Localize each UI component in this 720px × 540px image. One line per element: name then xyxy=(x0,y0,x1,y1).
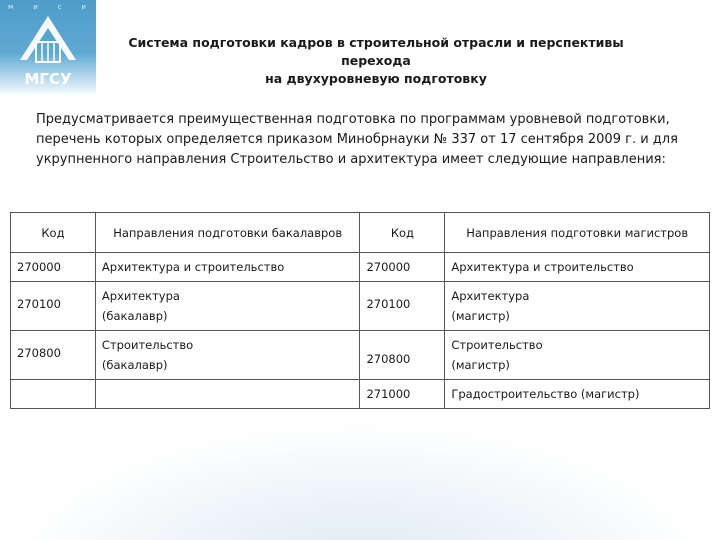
direction-cell xyxy=(445,282,710,331)
code-cell: 271000 xyxy=(360,380,445,409)
table-row xyxy=(11,253,710,282)
title-line: Система подготовки кадров в строительной отрасли и перспективы перехода xyxy=(128,35,624,68)
table-row xyxy=(11,380,710,409)
logo-letters xyxy=(8,3,88,11)
code-cell: 270100 xyxy=(360,282,445,331)
directions-table xyxy=(10,212,710,409)
header-code-master: Код xyxy=(360,213,445,253)
direction-text: Градостроительство (магистр) xyxy=(451,387,640,401)
direction-cell xyxy=(95,331,360,380)
direction-cell xyxy=(95,253,360,282)
direction-cell xyxy=(95,380,360,409)
direction-cell xyxy=(95,282,360,331)
direction-text: (магистр) xyxy=(451,358,510,372)
header-master-directions: Направления подготовки магистров xyxy=(445,213,710,253)
intro-line: перечень которых определяется приказом Минобрнауки № 337 от 17 сентября 2009 г. и для xyxy=(36,132,678,147)
direction-text: Архитектура и строительство xyxy=(101,260,285,274)
logo-letter: м xyxy=(8,3,16,11)
direction-text: Архитектура и строительство xyxy=(451,260,634,274)
direction-text: (бакалавр) xyxy=(101,309,168,323)
direction-cell xyxy=(445,331,710,380)
direction-text: Архитектура xyxy=(451,289,530,303)
direction-text: (магистр) xyxy=(451,309,510,323)
direction-text: Строительство xyxy=(451,338,543,352)
code-cell: 270100 xyxy=(11,282,96,331)
logo-letter: и xyxy=(33,3,40,11)
intro-paragraph xyxy=(36,110,686,170)
logo-abbr: МГСУ xyxy=(24,70,72,88)
direction-text: Строительство xyxy=(101,338,194,352)
code-cell: 270000 xyxy=(11,253,96,282)
header-bachelor-directions: Направления подготовки бакалавров xyxy=(95,213,360,253)
decorative-shade xyxy=(0,420,720,540)
direction-cell xyxy=(445,253,710,282)
table-row xyxy=(11,282,710,331)
table-row xyxy=(11,331,710,380)
code-cell xyxy=(11,380,96,409)
title-line: на двухуровневую подготовку xyxy=(265,71,487,86)
code-cell: 270800 xyxy=(360,331,445,380)
logo-letter: с xyxy=(57,3,64,11)
logo-letter: и xyxy=(81,3,88,11)
intro-line: Предусматривается преимущественная подготовка по программам уровневой подготовки, xyxy=(36,112,670,127)
intro-line: укрупненного направления Строительство и архитектура имеет следующие направления: xyxy=(36,152,666,167)
table-header-row xyxy=(11,213,710,253)
logo-panel xyxy=(0,0,96,96)
direction-text: (бакалавр) xyxy=(101,358,168,372)
direction-cell xyxy=(445,380,710,409)
code-cell: 270000 xyxy=(360,253,445,282)
direction-text: Архитектура xyxy=(101,289,180,303)
code-cell: 270800 xyxy=(11,331,96,380)
header-code-bachelor: Код xyxy=(11,213,96,253)
university-logo-icon xyxy=(6,12,90,92)
page-title xyxy=(96,34,656,88)
